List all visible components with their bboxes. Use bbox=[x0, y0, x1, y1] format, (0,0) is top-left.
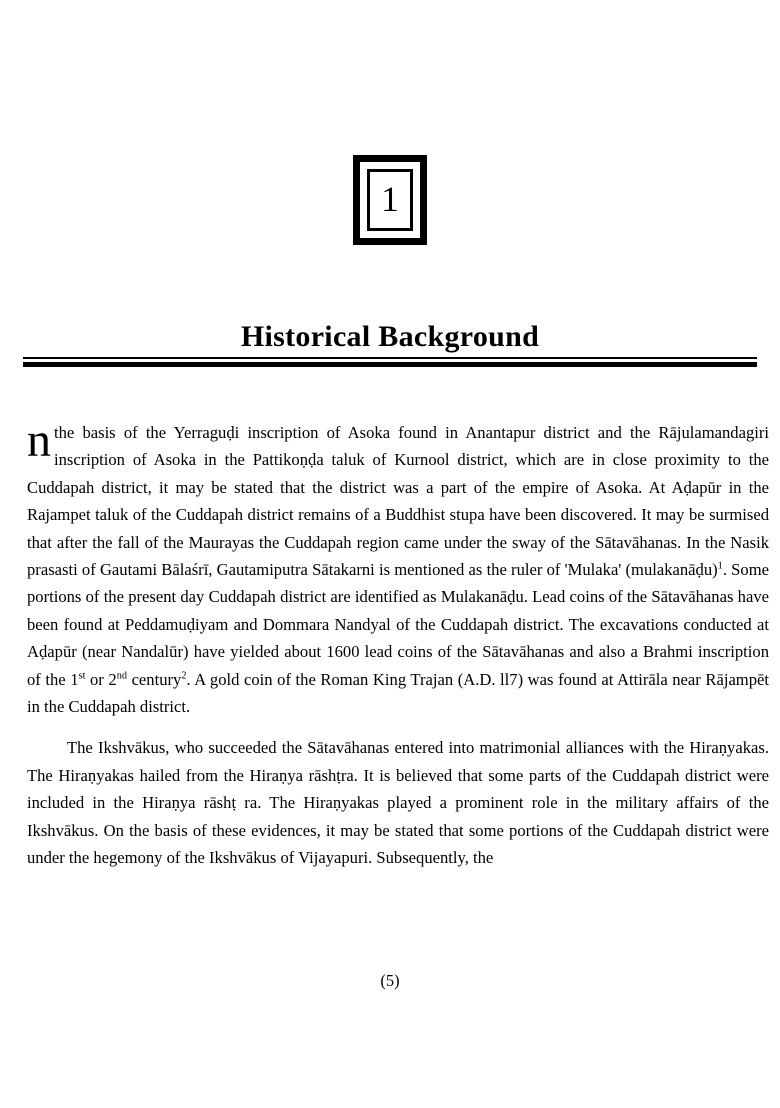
paragraph-1-part-3: or 2 bbox=[85, 669, 117, 689]
chapter-badge-inner-border bbox=[367, 169, 413, 231]
title-divider bbox=[23, 357, 757, 367]
paragraph-1-part-4: century bbox=[126, 669, 182, 689]
page-number: (5) bbox=[380, 971, 400, 990]
chapter-number: 1 bbox=[381, 179, 399, 219]
chapter-badge-outer-border bbox=[353, 155, 427, 245]
chapter-badge bbox=[0, 155, 780, 245]
ordinal-suffix-second: nd bbox=[116, 670, 127, 682]
paragraph-1 bbox=[27, 414, 769, 720]
page-title: Historical Background bbox=[240, 320, 540, 354]
paragraph-2: The Ikshvākus, who succeeded the Sātavāhanas entered into matrimonial alliances with the Hiraṇyakas. The Hiraṇyakas hailed from the Hiraṇya rāshṭra. It is believed that some parts of the Cuddapah district were included in the Hiraṇya rāshṭ ra. The Hiraṇyakas played a prominent role in the military affairs of the Ikshvākus. On the basis of these evidences, it may be stated that some portions of the Cuddapah district were under the hegemony of the Ikshvākus of Vijayapuri. Subsequently, the bbox=[27, 738, 769, 868]
paragraph-1-part-2: . Some portions of the present day Cuddapah district are identified as Mulakanāḍu. Lead coins of the Sātavāhanas have been found at Peddamuḍiyam and Dommara Nandyal of the Cuddapah district. The excavations conducted at Aḍapūr (near Nandalūr) have yielded about 1600 lead coins of the Sātavāhanas and also a Brahmi inscription of the 1 bbox=[27, 560, 769, 689]
paragraph-1-part-5: . A gold coin of the Roman King Trajan (A.D. ll7) was found at Attirāla near Rājampēt in the Cuddapah district. bbox=[27, 669, 769, 717]
footnote-marker-1: 1 bbox=[717, 560, 723, 572]
ordinal-suffix-first: st bbox=[78, 670, 86, 682]
footnote-marker-2: 2 bbox=[181, 670, 187, 682]
paragraph-1-part-1: nthe basis of the Yerraguḍi inscription of Asoka found in Anantapur district and the Rājulamandagiri inscription of Asoka in the Pattikoṇḍa taluk of Kurnool district, which are in close proximity to the Cuddapah district, it may be stated that the district was a part of the empire of Asoka. At Aḍapūr in the Rajampet taluk of the Cuddapah district remains of a Buddhist stupa have been discovered. It may be surmised that after the fall of the Maurayas the Cuddapah region came under the sway of the Sātavāhanas. In the Nasik prasasti of Gautami Bālaśrī, Gautamiputra Sātakarni is mentioned as the ruler of 'Mulaka' (mulakanāḍu) bbox=[27, 414, 769, 580]
body-text bbox=[27, 414, 769, 872]
divider-thick-rule bbox=[23, 362, 757, 367]
